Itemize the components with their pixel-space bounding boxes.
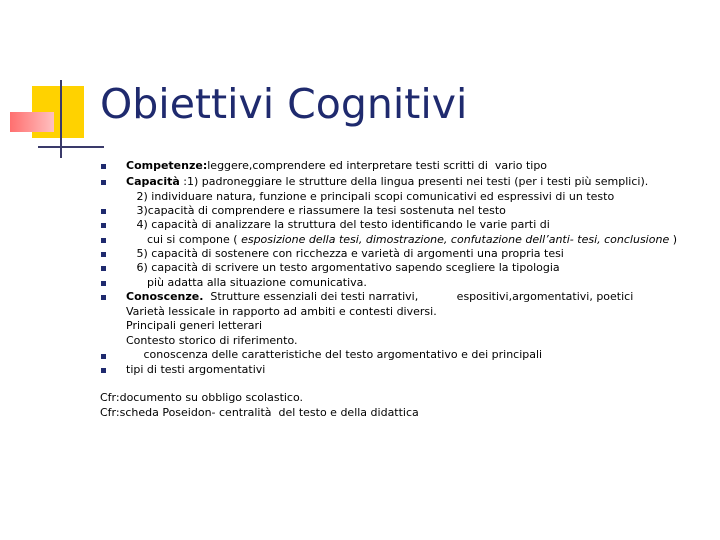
text-parts-prefix: cui si compone ( bbox=[126, 233, 242, 246]
text-conoscenze: Strutture essenziali dei testi narrativi, espositivi,argomentativi, poetici bbox=[203, 290, 634, 303]
line-capacita-2: 2) individuare natura, funzione e principali scopi comunicativi ed espressivi di un testo bbox=[126, 190, 615, 203]
line-generi: Principali generi letterari bbox=[126, 319, 263, 332]
label-conoscenze: Conoscenze. bbox=[126, 290, 204, 303]
line-varieta: Varietà lessicale in rapporto ad ambiti e contesti diversi. bbox=[126, 305, 437, 318]
text-competenze: leggere,comprendere ed interpretare testi scritti di vario tipo bbox=[207, 159, 548, 172]
bullet-marker bbox=[101, 295, 106, 300]
bullet-marker bbox=[101, 209, 106, 214]
label-capacita: Capacità bbox=[126, 175, 180, 188]
line-capacita-6-cont: più adatta alla situazione comunicativa. bbox=[126, 276, 367, 289]
label-competenze: Competenze: bbox=[126, 159, 208, 172]
bullet-marker bbox=[101, 164, 106, 169]
decor-horizontal-line bbox=[38, 146, 104, 148]
line-capacita-3: 3)capacità di comprendere e riassumere la tesi sostenuta nel testo bbox=[126, 204, 506, 217]
text-parts-italic: esposizione della tesi, dimostrazione, confutazione dell’anti- tesi, conclusione bbox=[241, 233, 670, 246]
line-competenze bbox=[126, 159, 547, 172]
footer-reference-1: Cfr:documento su obbligo scolastico. bbox=[100, 391, 304, 404]
line-conoscenza: conoscenza delle caratteristiche del testo argomentativo e dei principali bbox=[126, 348, 543, 361]
line-capacita bbox=[126, 175, 648, 188]
bullet-marker bbox=[101, 238, 106, 243]
bullet-marker bbox=[101, 354, 106, 359]
bullet-marker bbox=[101, 180, 106, 185]
slide-title: Obiettivi Cognitivi bbox=[100, 80, 468, 128]
line-capacita-6: 6) capacità di scrivere un testo argomentativo sapendo scegliere la tipologia bbox=[126, 261, 560, 274]
line-conoscenze bbox=[126, 290, 633, 303]
bullet-marker bbox=[101, 368, 106, 373]
text-capacita: :1) padroneggiare le strutture della lingua presenti nei testi (per i testi più semplici). bbox=[179, 175, 649, 188]
footer-reference-2: Cfr:scheda Poseidon- centralità del testo e della didattica bbox=[100, 406, 419, 419]
decor-pink-bar bbox=[10, 112, 54, 132]
line-capacita-4: 4) capacità di analizzare la struttura del testo identificando le varie parti di bbox=[126, 218, 550, 231]
line-capacita-4-cont bbox=[126, 233, 677, 246]
bullet-marker bbox=[101, 223, 106, 228]
line-contesto: Contesto storico di riferimento. bbox=[126, 334, 298, 347]
line-tipi: tipi di testi argomentativi bbox=[126, 363, 266, 376]
bullet-marker bbox=[101, 266, 106, 271]
bullet-marker bbox=[101, 252, 106, 257]
bullet-marker bbox=[101, 281, 106, 286]
text-parts-suffix: ) bbox=[669, 233, 678, 246]
line-capacita-5: 5) capacità di sostenere con ricchezza e varietà di argomenti una propria tesi bbox=[126, 247, 564, 260]
